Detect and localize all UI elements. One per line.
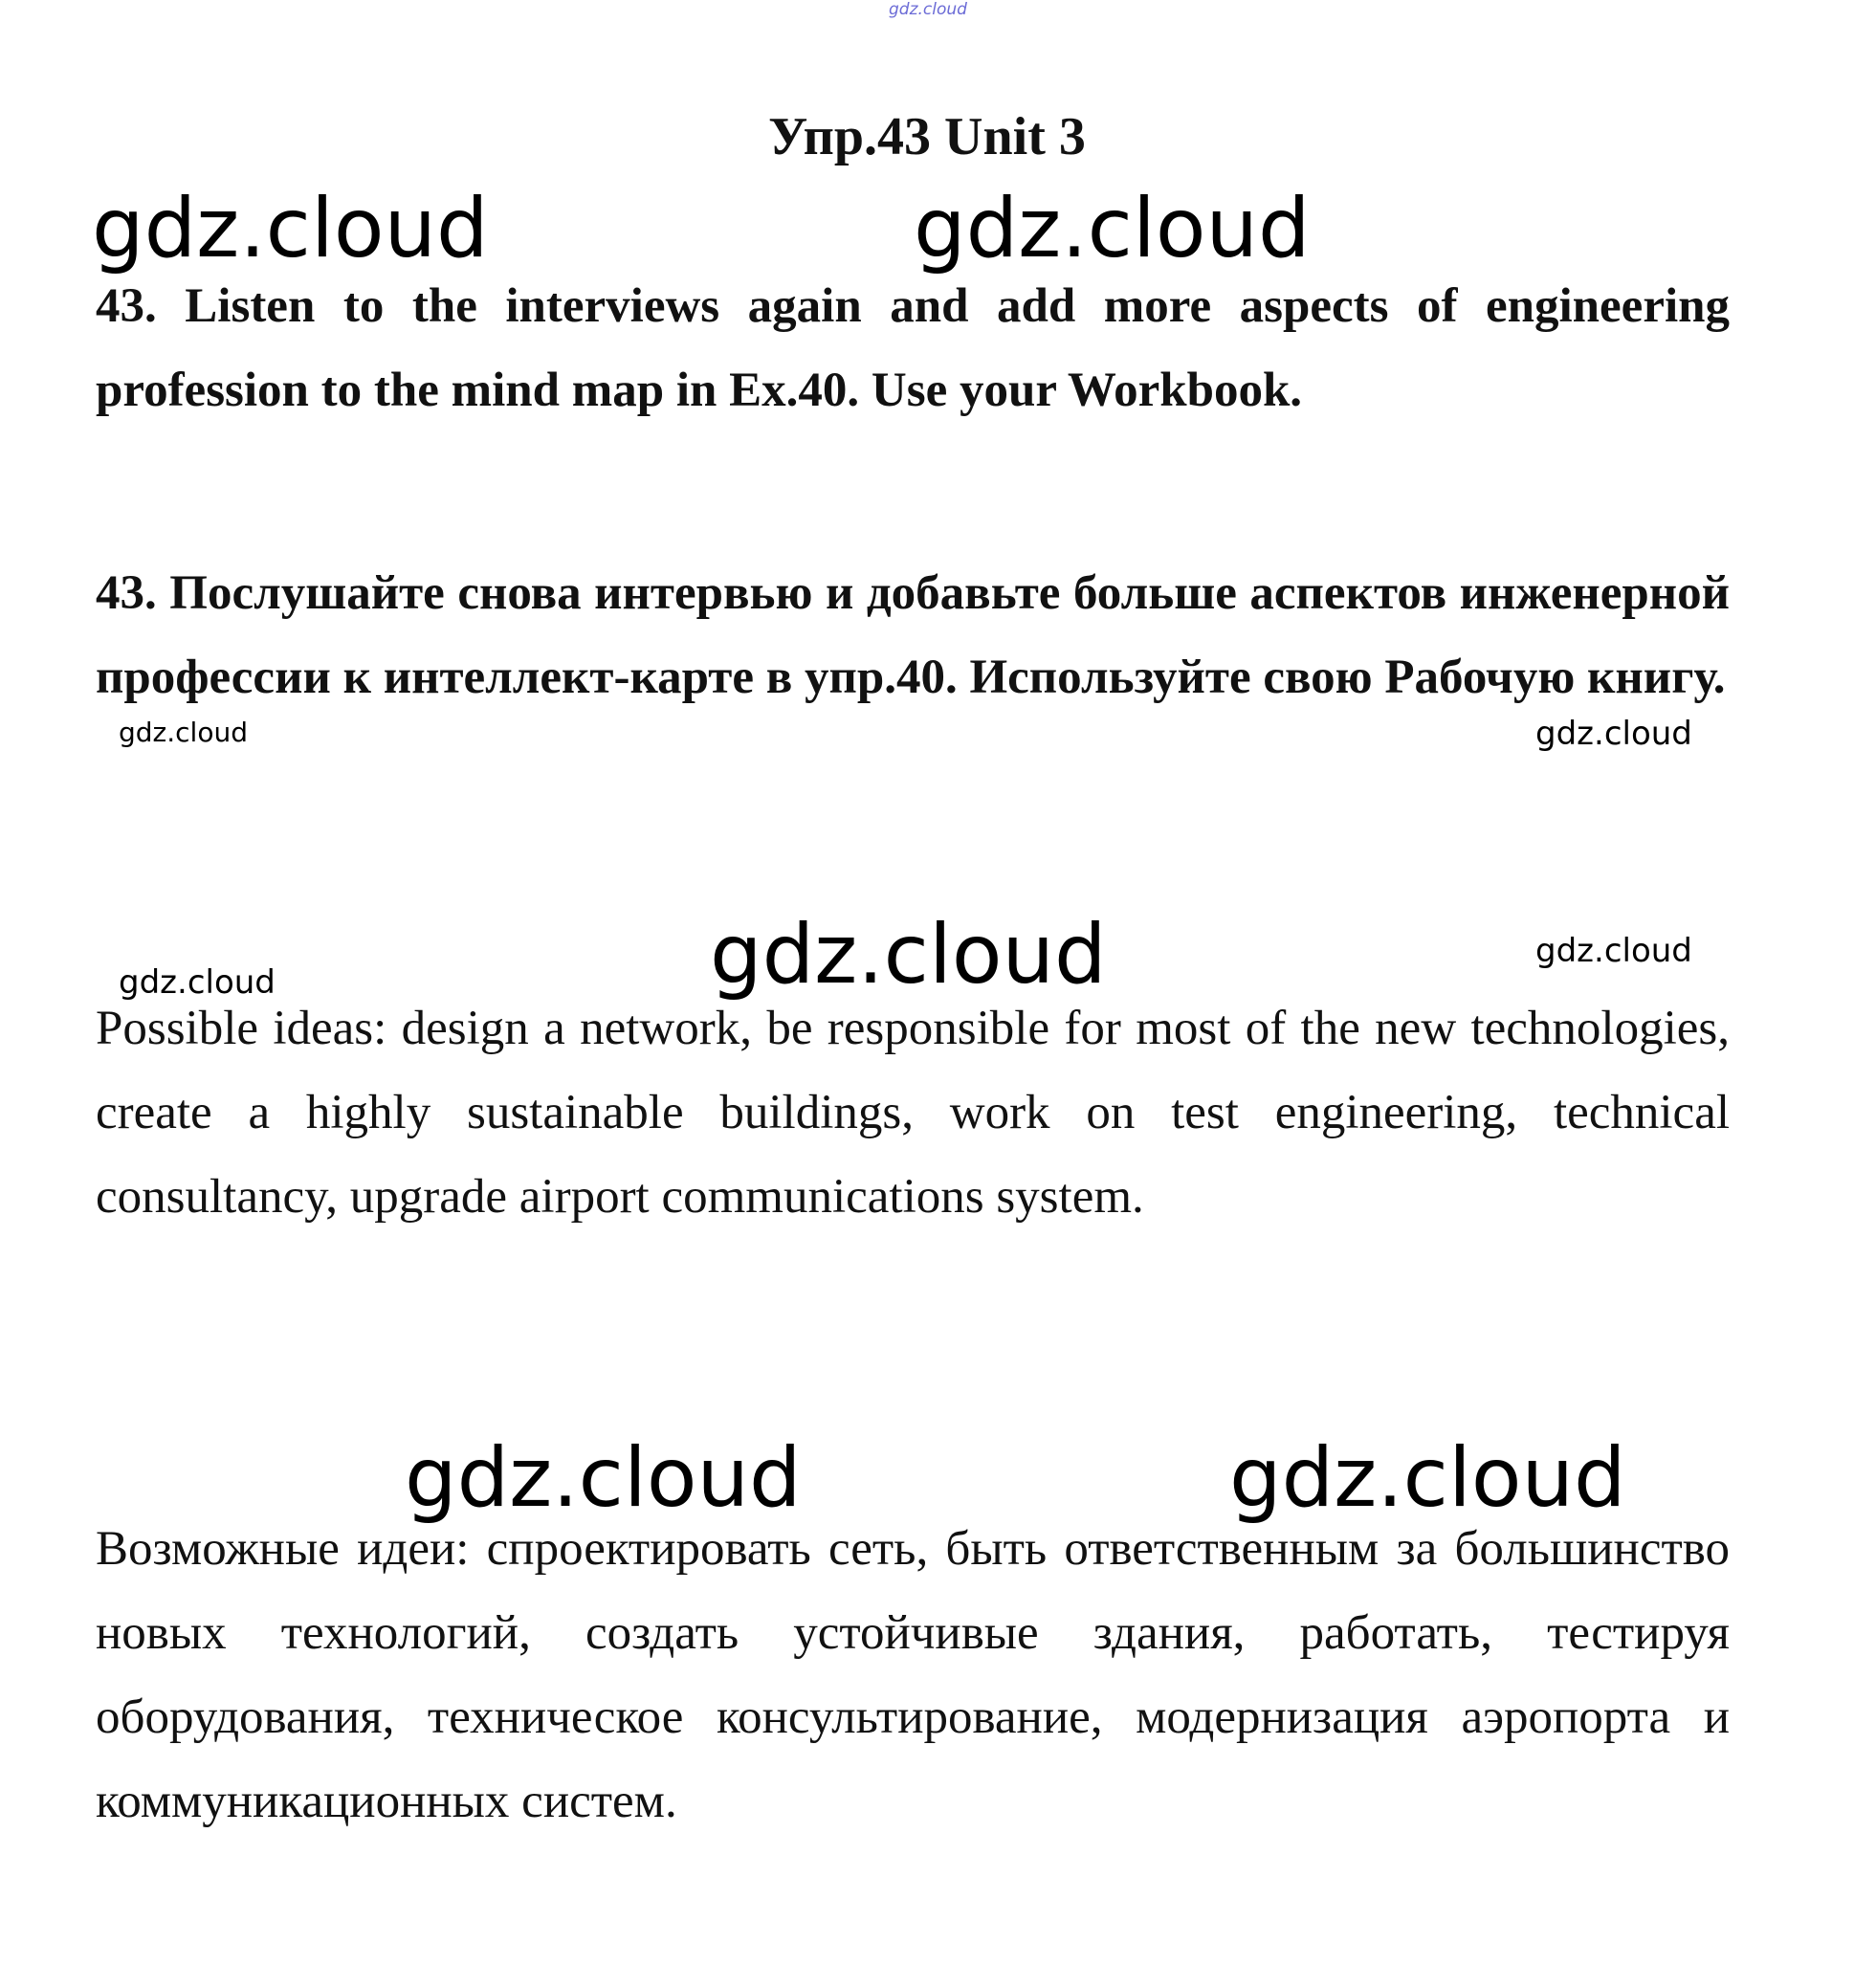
watermark: gdz.cloud: [914, 181, 1311, 276]
watermark: gdz.cloud: [1535, 715, 1692, 753]
task-russian: 43. Послушайте снова интервью и добавьте больше аспектов инженерной профессии к интеллект-карте в упр.40. Используйте свою Рабочую книгу.: [96, 566, 1730, 704]
task-english: 43. Listen to the interviews again and add more aspects of engineering profession to the mind map in Ex.40. Use your Workbook.: [96, 279, 1730, 417]
exercise-title: Упр.43 Unit 3: [768, 107, 1086, 166]
watermark: gdz.cloud: [1229, 1430, 1626, 1526]
watermark: gdz.cloud: [119, 717, 248, 748]
answer-english: Possible ideas: design a network, be responsible for most of the new technologies, create a highly sustainable buildings, work on test engineering, technical consultancy, upgrade airport communications system.: [96, 1002, 1730, 1224]
watermark: gdz.cloud: [92, 181, 489, 276]
answer-russian: Возможные идеи: спроектировать сеть, быть ответственным за большинство новых технологий, создать устойчивые здания, работать, тестируя оборудования, техническое консультирование, модернизация аэропорта и коммуникационных систем.: [96, 1522, 1730, 1828]
watermark: gdz.cloud: [1535, 932, 1692, 970]
watermark: gdz.cloud: [710, 907, 1107, 1003]
site-mark: gdz.cloud: [889, 0, 967, 19]
watermark: gdz.cloud: [119, 963, 276, 1002]
watermark: gdz.cloud: [405, 1430, 802, 1526]
